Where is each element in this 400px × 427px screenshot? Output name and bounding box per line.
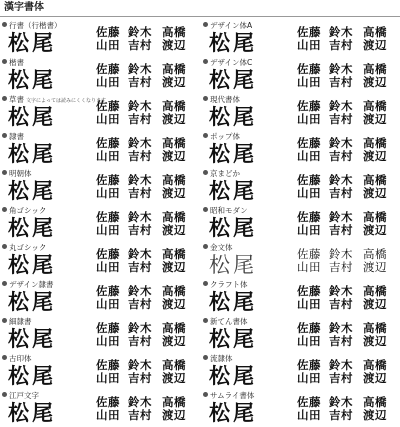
sample-name: 山田 — [297, 149, 321, 163]
font-sample — [2, 57, 194, 94]
sample-name: 渡辺 — [363, 260, 387, 274]
font-sample — [2, 316, 194, 353]
sample-names-pair — [128, 322, 152, 348]
sample-name: 高橋 — [162, 395, 186, 409]
sample-name: 吉村 — [128, 38, 152, 52]
bullet-icon — [2, 170, 7, 175]
sample-name: 吉村 — [128, 371, 152, 385]
page-title: 漢字書体 — [4, 2, 44, 13]
sample-names-pair — [162, 174, 186, 200]
sample-names-pair — [329, 211, 353, 237]
sample-surname-large: 松尾 — [8, 252, 56, 277]
sample-name: 吉村 — [128, 75, 152, 89]
sample-names-pair — [297, 174, 321, 200]
sample-names-pair — [363, 322, 387, 348]
sample-name: 渡辺 — [162, 297, 186, 311]
sample-surname-large: 松尾 — [8, 400, 56, 425]
sample-name: 山田 — [96, 223, 120, 237]
font-name: サムライ書体 — [210, 391, 255, 400]
sample-name: 佐藤 — [297, 25, 321, 39]
sample-name: 高橋 — [363, 210, 387, 224]
sample-name: 渡辺 — [363, 149, 387, 163]
bullet-icon — [203, 22, 208, 27]
font-name: クラフト体 — [210, 280, 248, 289]
sample-names-pair — [162, 100, 186, 126]
sample-names-pair — [329, 137, 353, 163]
sample-names-pair — [96, 63, 120, 89]
sample-name: 佐藤 — [96, 284, 120, 298]
sample-surname-large: 松尾 — [209, 104, 257, 129]
sample-name: 高橋 — [162, 321, 186, 335]
font-column-left — [2, 20, 194, 427]
sample-name: 吉村 — [329, 112, 353, 126]
sample-surname-large: 松尾 — [8, 104, 56, 129]
sample-name: 鈴木 — [128, 358, 152, 372]
bullet-icon — [203, 170, 208, 175]
sample-names-pair — [297, 248, 321, 274]
sample-name: 鈴木 — [329, 173, 353, 187]
sample-name: 山田 — [96, 297, 120, 311]
sample-names-pair — [128, 26, 152, 52]
font-name: 昭和モダン — [210, 206, 248, 215]
sample-names-pair — [329, 100, 353, 126]
font-sample — [2, 168, 194, 205]
font-name: 明朝体 — [9, 169, 32, 178]
bullet-icon — [203, 355, 208, 360]
bullet-icon — [203, 207, 208, 212]
font-sample — [203, 20, 395, 57]
sample-name: 鈴木 — [128, 136, 152, 150]
sample-surname-large: 松尾 — [209, 326, 257, 351]
sample-name: 鈴木 — [329, 136, 353, 150]
sample-name: 佐藤 — [96, 210, 120, 224]
sample-name: 高橋 — [363, 247, 387, 261]
sample-surname-large: 松尾 — [209, 178, 257, 203]
sample-names-pair — [297, 322, 321, 348]
font-name: デザイン隷書 — [9, 280, 54, 289]
font-sample — [203, 94, 395, 131]
sample-name: 鈴木 — [128, 210, 152, 224]
sample-name: 高橋 — [162, 284, 186, 298]
sample-names-pair — [96, 285, 120, 311]
sample-surname-large: 松尾 — [8, 326, 56, 351]
font-sample — [203, 279, 395, 316]
font-name: 楷書 — [9, 58, 24, 67]
bullet-icon — [2, 355, 7, 360]
sample-name: 渡辺 — [162, 260, 186, 274]
sample-name: 山田 — [297, 408, 321, 422]
font-name: 細隷書 — [9, 317, 32, 326]
sample-surname-large: 松尾 — [8, 289, 56, 314]
sample-name: 渡辺 — [162, 334, 186, 348]
font-name: ポップ体 — [210, 132, 240, 141]
sample-name: 吉村 — [329, 38, 353, 52]
sample-name: 吉村 — [128, 334, 152, 348]
sample-name: 吉村 — [329, 371, 353, 385]
sample-surname-large: 松尾 — [209, 215, 257, 240]
sample-name: 佐藤 — [96, 99, 120, 113]
bullet-icon — [2, 392, 7, 397]
sample-names-pair — [363, 248, 387, 274]
bullet-icon — [203, 281, 208, 286]
sample-names-pair — [329, 322, 353, 348]
sample-names-pair — [96, 137, 120, 163]
sample-name: 山田 — [297, 223, 321, 237]
sample-name: 渡辺 — [363, 408, 387, 422]
sample-names-pair — [329, 359, 353, 385]
sample-names-pair — [162, 211, 186, 237]
sample-name: 高橋 — [162, 247, 186, 261]
sample-surname-large: 松尾 — [209, 400, 257, 425]
sample-names-pair — [297, 26, 321, 52]
sample-name: 佐藤 — [297, 99, 321, 113]
sample-name: 鈴木 — [128, 395, 152, 409]
sample-name: 山田 — [297, 297, 321, 311]
sample-names-pair — [96, 211, 120, 237]
sample-name: 高橋 — [162, 99, 186, 113]
sample-name: 渡辺 — [162, 223, 186, 237]
sample-name: 渡辺 — [363, 334, 387, 348]
font-sample — [2, 353, 194, 390]
sample-names-pair — [297, 359, 321, 385]
sample-surname-large: 松尾 — [209, 289, 257, 314]
sample-name: 渡辺 — [363, 297, 387, 311]
font-column-right — [203, 20, 395, 427]
sample-name: 吉村 — [128, 186, 152, 200]
font-name: デザイン体C — [210, 58, 253, 67]
sample-name: 鈴木 — [329, 62, 353, 76]
sample-name: 高橋 — [363, 25, 387, 39]
sample-names-pair — [162, 137, 186, 163]
sample-name: 佐藤 — [297, 358, 321, 372]
sample-name: 吉村 — [128, 223, 152, 237]
font-sample — [203, 168, 395, 205]
sample-names-pair — [128, 137, 152, 163]
bullet-icon — [2, 96, 7, 101]
sample-names-pair — [128, 359, 152, 385]
sample-surname-large: 松尾 — [209, 67, 257, 92]
sample-name: 佐藤 — [96, 358, 120, 372]
sample-names-pair — [297, 285, 321, 311]
bullet-icon — [203, 244, 208, 249]
sample-name: 山田 — [96, 334, 120, 348]
sample-name: 山田 — [96, 186, 120, 200]
sample-name: 吉村 — [329, 297, 353, 311]
sample-name: 吉村 — [128, 297, 152, 311]
font-name: 流隷体 — [210, 354, 233, 363]
sample-surname-large: 松尾 — [8, 67, 56, 92]
sample-names-pair — [96, 174, 120, 200]
font-name: 京まどか — [210, 169, 240, 178]
sample-names-pair — [329, 285, 353, 311]
sample-name: 吉村 — [329, 223, 353, 237]
sample-names-pair — [363, 63, 387, 89]
sample-name: 山田 — [96, 112, 120, 126]
sample-name: 鈴木 — [128, 25, 152, 39]
sample-names-pair — [162, 26, 186, 52]
sample-names-pair — [128, 211, 152, 237]
sample-names-pair — [363, 26, 387, 52]
sample-name: 佐藤 — [96, 25, 120, 39]
sample-name: 渡辺 — [162, 371, 186, 385]
sample-names-pair — [329, 63, 353, 89]
sample-names-pair — [363, 100, 387, 126]
sample-name: 山田 — [297, 75, 321, 89]
sample-name: 山田 — [297, 112, 321, 126]
sample-surname-large: 松尾 — [209, 30, 257, 55]
sample-name: 高橋 — [162, 210, 186, 224]
font-name: デザイン体A — [210, 21, 253, 30]
sample-name: 吉村 — [329, 408, 353, 422]
sample-name: 鈴木 — [329, 99, 353, 113]
sample-names-pair — [128, 248, 152, 274]
font-sample — [2, 20, 194, 57]
sample-names-pair — [297, 211, 321, 237]
sample-name: 渡辺 — [363, 186, 387, 200]
sample-name: 鈴木 — [329, 358, 353, 372]
sample-name: 渡辺 — [363, 75, 387, 89]
sample-names-pair — [363, 174, 387, 200]
font-sample — [2, 205, 194, 242]
font-sample — [203, 205, 395, 242]
font-name: 江戸文字 — [9, 391, 39, 400]
sample-name: 高橋 — [162, 136, 186, 150]
sample-name: 高橋 — [363, 284, 387, 298]
bullet-icon — [2, 281, 7, 286]
sample-names-pair — [128, 174, 152, 200]
font-name: 新てん書体 — [210, 317, 248, 326]
sample-names-pair — [329, 26, 353, 52]
sample-surname-large: 松尾 — [209, 141, 257, 166]
sample-surname-large: 松尾 — [8, 215, 56, 240]
font-sample — [203, 131, 395, 168]
sample-names-pair — [162, 285, 186, 311]
sample-name: 吉村 — [128, 149, 152, 163]
sample-names-pair — [363, 211, 387, 237]
sample-name: 山田 — [297, 260, 321, 274]
sample-name: 高橋 — [162, 173, 186, 187]
font-sample — [2, 242, 194, 279]
font-sample — [2, 390, 194, 427]
sample-name: 佐藤 — [96, 62, 120, 76]
font-name: 行書（行楷書） — [9, 21, 62, 30]
sample-name: 佐藤 — [297, 395, 321, 409]
sample-name: 渡辺 — [363, 112, 387, 126]
font-sample — [2, 94, 194, 131]
sample-name: 高橋 — [162, 358, 186, 372]
sample-name: 渡辺 — [363, 223, 387, 237]
font-name: 草書 — [9, 95, 24, 104]
sample-names-pair — [96, 359, 120, 385]
sample-names-pair — [96, 26, 120, 52]
sample-name: 鈴木 — [128, 321, 152, 335]
sample-names-pair — [128, 100, 152, 126]
sample-surname-large: 松尾 — [8, 141, 56, 166]
sample-names-pair — [96, 100, 120, 126]
sample-name: 吉村 — [128, 112, 152, 126]
sample-names-pair — [297, 63, 321, 89]
sample-name: 山田 — [297, 371, 321, 385]
sample-names-pair — [329, 174, 353, 200]
sample-names-pair — [128, 63, 152, 89]
sample-name: 渡辺 — [363, 38, 387, 52]
sample-names-pair — [363, 285, 387, 311]
sample-name: 高橋 — [363, 99, 387, 113]
sample-names-pair — [363, 359, 387, 385]
sample-name: 渡辺 — [363, 371, 387, 385]
sample-names-pair — [96, 248, 120, 274]
bullet-icon — [203, 59, 208, 64]
sample-name: 山田 — [96, 38, 120, 52]
sample-name: 吉村 — [329, 334, 353, 348]
sample-name: 佐藤 — [297, 62, 321, 76]
bullet-icon — [203, 96, 208, 101]
sample-name: 山田 — [297, 186, 321, 200]
sample-name: 鈴木 — [329, 284, 353, 298]
sample-name: 鈴木 — [128, 173, 152, 187]
sample-name: 山田 — [297, 38, 321, 52]
bullet-icon — [2, 244, 7, 249]
font-name: 現代書体 — [210, 95, 240, 104]
sample-name: 山田 — [96, 149, 120, 163]
sample-name: 高橋 — [162, 62, 186, 76]
sample-names-pair — [363, 137, 387, 163]
sample-name: 高橋 — [363, 62, 387, 76]
sample-name: 佐藤 — [297, 136, 321, 150]
sample-name: 山田 — [96, 260, 120, 274]
sample-name: 佐藤 — [96, 395, 120, 409]
sample-name: 鈴木 — [128, 99, 152, 113]
sample-name: 渡辺 — [162, 408, 186, 422]
font-name: 古印体 — [9, 354, 32, 363]
bullet-icon — [203, 392, 208, 397]
sample-name: 鈴木 — [128, 62, 152, 76]
sample-name: 佐藤 — [297, 284, 321, 298]
sample-name: 吉村 — [128, 260, 152, 274]
bullet-icon — [2, 22, 7, 27]
sample-names-pair — [162, 248, 186, 274]
sample-surname-large: 松尾 — [209, 363, 257, 388]
sample-names-pair — [96, 322, 120, 348]
sample-name: 鈴木 — [329, 395, 353, 409]
sample-name: 渡辺 — [162, 186, 186, 200]
sample-name: 佐藤 — [96, 173, 120, 187]
sample-surname-large: 松尾 — [8, 178, 56, 203]
sample-surname-large: 松尾 — [8, 30, 56, 55]
sample-name: 高橋 — [162, 25, 186, 39]
sample-name: 山田 — [96, 408, 120, 422]
sample-name: 高橋 — [363, 136, 387, 150]
bullet-icon — [203, 133, 208, 138]
sample-name: 高橋 — [363, 321, 387, 335]
sample-name: 鈴木 — [128, 247, 152, 261]
font-sample — [203, 242, 395, 279]
bullet-icon — [2, 59, 7, 64]
font-sample — [203, 316, 395, 353]
font-name: 丸ゴシック — [9, 243, 47, 252]
bullet-icon — [2, 207, 7, 212]
font-sample — [2, 131, 194, 168]
sample-name: 渡辺 — [162, 112, 186, 126]
sample-names-pair — [297, 137, 321, 163]
sample-name: 吉村 — [329, 149, 353, 163]
sample-name: 高橋 — [363, 358, 387, 372]
sample-name: 鈴木 — [329, 247, 353, 261]
sample-names-pair — [329, 248, 353, 274]
sample-name: 山田 — [297, 334, 321, 348]
sample-name: 佐藤 — [297, 247, 321, 261]
bullet-icon — [2, 318, 7, 323]
sample-name: 鈴木 — [128, 284, 152, 298]
sample-name: 吉村 — [329, 260, 353, 274]
sample-name: 渡辺 — [162, 75, 186, 89]
sample-name: 高橋 — [363, 395, 387, 409]
sample-name: 吉村 — [329, 186, 353, 200]
title-bar — [0, 0, 400, 17]
sample-names-pair — [162, 322, 186, 348]
sample-name: 渡辺 — [162, 38, 186, 52]
font-sample — [203, 57, 395, 94]
font-name: 金文体 — [210, 243, 233, 252]
sample-name: 鈴木 — [329, 321, 353, 335]
sample-name: 高橋 — [363, 173, 387, 187]
font-sample — [203, 353, 395, 390]
sample-name: 吉村 — [128, 408, 152, 422]
sample-name: 山田 — [96, 371, 120, 385]
font-note: 文字によっては読みにくくなります — [26, 98, 107, 104]
font-sample — [203, 390, 395, 427]
sample-name: 渡辺 — [162, 149, 186, 163]
font-sample — [2, 279, 194, 316]
font-name: 角ゴシック — [9, 206, 47, 215]
sample-name: 佐藤 — [96, 247, 120, 261]
sample-name: 佐藤 — [96, 321, 120, 335]
sample-name: 吉村 — [329, 75, 353, 89]
bullet-icon — [2, 133, 7, 138]
sample-surname-large: 松尾 — [209, 253, 257, 277]
sample-name: 佐藤 — [96, 136, 120, 150]
bullet-icon — [203, 318, 208, 323]
sample-name: 佐藤 — [297, 210, 321, 224]
sample-name: 山田 — [96, 75, 120, 89]
sample-names-pair — [162, 359, 186, 385]
sample-names-pair — [128, 285, 152, 311]
sample-name: 佐藤 — [297, 321, 321, 335]
sample-name: 鈴木 — [329, 210, 353, 224]
sample-surname-large: 松尾 — [8, 363, 56, 388]
font-name: 隷書 — [9, 132, 24, 141]
sample-names-pair — [162, 63, 186, 89]
sample-names-pair — [297, 100, 321, 126]
sample-name: 鈴木 — [329, 25, 353, 39]
font-label — [203, 242, 233, 253]
sample-name: 佐藤 — [297, 173, 321, 187]
